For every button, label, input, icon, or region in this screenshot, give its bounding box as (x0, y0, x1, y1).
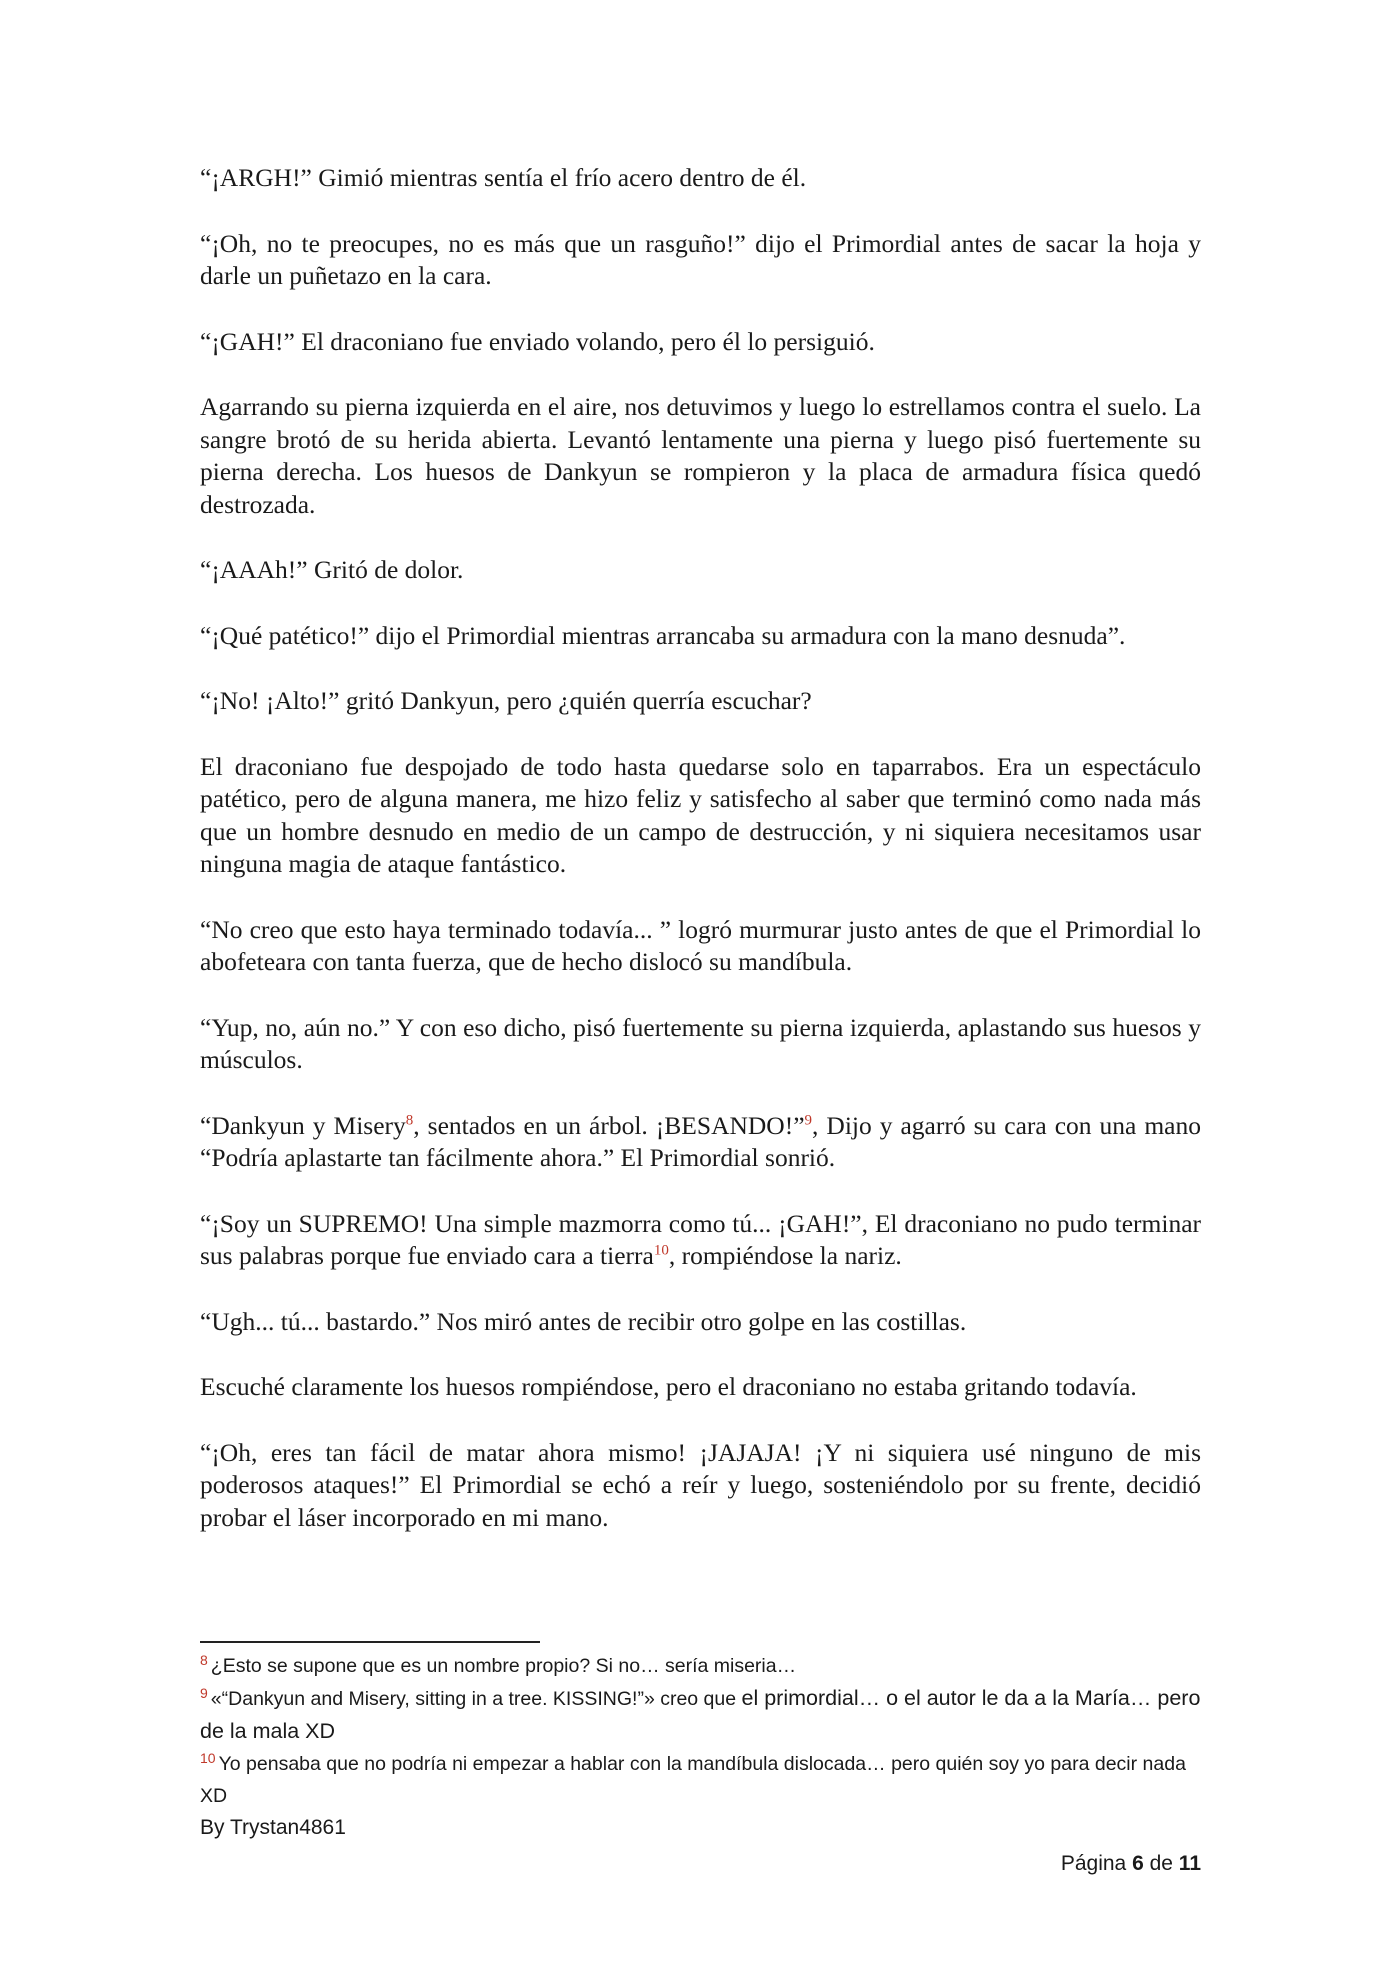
total-pages: 11 (1178, 1852, 1201, 1875)
page-number (1061, 1852, 1201, 1876)
footnote-text: el primordial… o el autor le da a la María… pero de la mala XD (200, 1686, 1201, 1743)
paragraph: Agarrando su pierna izquierda en el aire, nos detuvimos y luego lo estrellamos contra el suelo. La sangre brotó de su herida abierta. Levantó lentamente una pierna y luego pisó fuertemente su pierna derecha. Los huesos de Dankyun se rompieron y la placa de armadura física quedó destrozada. (200, 392, 1201, 519)
paragraph-text: , rompiéndose la nariz. (668, 1241, 902, 1270)
paragraph: “¡Oh, no te preocupes, no es más que un rasguño!” dijo el Primordial antes de sacar la hoja y darle un puñetazo en la cara. (200, 228, 1201, 290)
footnote-ref-8[interactable]: 8 (405, 1112, 414, 1128)
footnote-text: ¿Esto se supone que es un nombre propio? Si no… sería miseria… (210, 1655, 797, 1677)
footnote-number: 9 (200, 1684, 208, 1701)
current-page: 6 (1132, 1852, 1144, 1875)
paragraph-misery (200, 1110, 1201, 1175)
paragraph: “¡No! ¡Alto!” gritó Dankyun, pero ¿quién querría escuchar? (200, 686, 812, 715)
paragraph: “Ugh... tú... bastardo.” Nos miró antes de recibir otro golpe en las costillas. (200, 1306, 967, 1336)
body-text (200, 162, 1201, 1534)
paragraph: El draconiano fue despojado de todo hasta quedarse solo en taparrabos. Era un espectáculo patético, pero de alguna manera, me hizo feliz y satisfecho al saber que terminó como nada más que un hombre desnudo en medio de un campo de destrucción, y ni siquiera necesitamos usar ninguna magia de ataque fantástico. (200, 751, 1201, 878)
paragraph: “¡ARGH!” Gimió mientras sentía el frío acero dentro de él. (200, 163, 807, 192)
paragraph: “Yup, no, aún no.” Y con eso dicho, pisó fuertemente su pierna izquierda, aplastando sus huesos y músculos. (200, 1012, 1201, 1074)
footnote-number: 8 (200, 1651, 208, 1668)
paragraph: “¡Qué patético!” dijo el Primordial mientras arrancaba su armadura con la mano desnuda”. (200, 620, 1126, 650)
author-byline: By Trystan4861 (200, 1816, 346, 1839)
paragraph: “¡GAH!” El draconiano fue enviado volando, pero él lo persiguió. (200, 326, 875, 356)
footnote-10 (200, 1748, 1201, 1812)
footnote-ref-9[interactable]: 9 (804, 1112, 813, 1128)
footnote-number: 10 (200, 1749, 216, 1766)
paragraph-text: , Dijo y agarró su cara con una mano “Podría aplastarte tan fácilmente ahora.” El Primordial sonrió. (200, 1110, 1202, 1172)
paragraph: “¡AAAh!” Gritó de dolor. (200, 555, 464, 584)
paragraph-text: “¡Soy un SUPREMO! Una simple mazmorra como tú... ¡GAH!”, El draconiano no pudo terminar sus palabras porque fue enviado cara a tierra (200, 1208, 1201, 1270)
page-label: Página (1060, 1852, 1127, 1875)
page-of: de (1149, 1852, 1173, 1875)
footnote-text: Yo pensaba que no podría ni empezar a hablar con la mandíbula dislocada… pero quién soy yo para decir nada XD (200, 1753, 1186, 1807)
paragraph-text: , sentados en un árbol. ¡BESANDO!” (413, 1110, 805, 1140)
footnote-ref-10[interactable]: 10 (653, 1242, 669, 1259)
paragraph: “¡Oh, eres tan fácil de matar ahora mismo! ¡JAJAJA! ¡Y ni siquiera usé ninguno de mis poderosos ataques!” El Primordial se echó a reír y luego, sosteniéndolo por su frente, decidió probar el láser incorporado en mi mano. (200, 1437, 1201, 1532)
footnotes (200, 1650, 1201, 1812)
paragraph-supremo (200, 1208, 1201, 1273)
footnote-9 (200, 1682, 1201, 1748)
footnote-8 (200, 1650, 1201, 1682)
paragraph: Escuché claramente los huesos rompiéndose, pero el draconiano no estaba gritando todavía. (200, 1372, 1137, 1401)
footnote-separator (200, 1641, 540, 1643)
footnote-text: «“Dankyun and Misery, sitting in a tree. KISSING!”» creo que (210, 1688, 742, 1710)
paragraph-text: “Dankyun y Misery (200, 1110, 406, 1140)
paragraph: “No creo que esto haya terminado todavía... ” logró murmurar justo antes de que el Primordial lo abofeteara con tanta fuerza, que de hecho dislocó su mandíbula. (200, 914, 1201, 976)
